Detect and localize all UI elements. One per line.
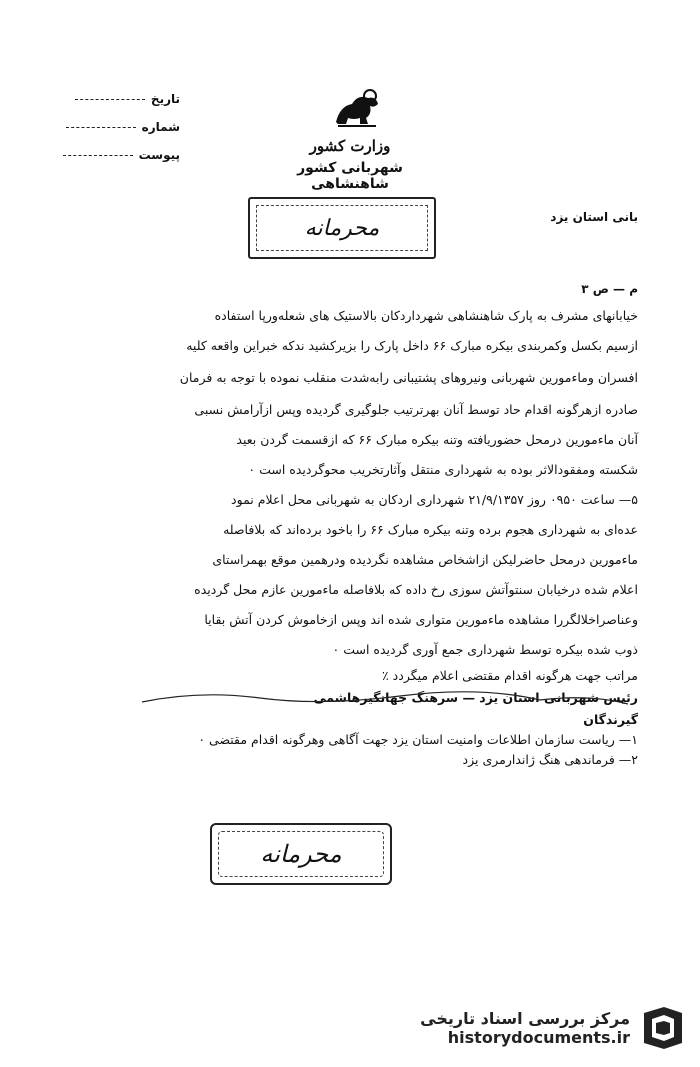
recipient-item: ۲— فرماندهی هنگ ژاندارمری یزد (462, 752, 638, 767)
date-field (75, 92, 180, 106)
addressee: بانی استان یزد (550, 210, 638, 224)
body-line: ماءمورین درمحل حاضرلیکن ازاشخاص مشاهده نگردیده ودرهمین موقع بهمراستای (212, 552, 638, 567)
confidential-stamp-top-text: محرمانه (256, 205, 428, 251)
handwritten-signature-icon (140, 684, 630, 714)
recipient-item: ۱— ریاست سازمان اطلاعات وامنیت استان یزد جهت آگاهی وهرگونه اقدام مقتضی ۰ (198, 732, 638, 747)
confidential-stamp-bottom (210, 823, 392, 885)
body-line: خیابانهای مشرف به پارک شاهنشاهی شهرداردکان بالاستیک های شعله‌ورپا استفاده (214, 308, 638, 323)
watermark-en-text: historydocuments.ir (447, 1028, 630, 1047)
attachment-label: پیوست (138, 148, 180, 162)
lion-and-sun-emblem-icon (330, 88, 382, 128)
body-line: ازسیم بکسل وکمربندی بیکره مبارک ۶۶ داخل پارک را بزیرکشید ندکه خبراین واقعه کلیه (186, 338, 638, 353)
history-documents-logo-icon (640, 1005, 686, 1051)
body-line: وعناصراخلالگررا مشاهده ماءمورین متواری شده اند وپس ازخاموش کردن آتش بقایا (204, 612, 638, 627)
watermark-fa-text: مرکز بررسی اسناد تاریخی (420, 1009, 630, 1028)
organization-title: شهربانی کشور شاهنشاهی (297, 160, 403, 192)
date-label: تاریخ (150, 92, 180, 106)
recipients-title: گیرندگان (583, 712, 638, 727)
body-line: شکسته ومفقودالاثر بوده به شهرداری منتقل وآثارتخریب محوگردیده است ۰ (248, 462, 638, 477)
body-line: اعلام شده درخیابان سنتوآتش سوزی رخ داده که بلافاصله ماءمورین عازم محل گردیده (194, 582, 638, 597)
ministry-title: وزارت کشور (309, 137, 391, 155)
number-blank (66, 127, 136, 128)
attachment-field (63, 148, 180, 162)
body-line: عده‌ای به شهرداری هجوم برده وتنه بیکره مبارک ۶۶ را باخود برده‌اند که بلافاصله (223, 522, 638, 537)
body-line: ۵— ساعت ۰۹۵۰ روز ۲۱/۹/۱۳۵۷ شهرداری اردکان به شهربانی محل اعلام نمود (231, 492, 638, 507)
attachment-blank (63, 155, 133, 156)
number-field (66, 120, 180, 134)
body-line: صادره ازهرگونه اقدام حاد توسط آنان بهرترتیب جلوگیری گردیده وپس ازآرامش نسبی (194, 402, 638, 417)
body-line: ذوب شده بیکره توسط شهرداری جمع آوری گردیده است ۰ (332, 642, 638, 657)
confidential-stamp-top (248, 197, 436, 259)
body-line: آنان ماءمورین درمحل حضوریافته وتنه بیکره مبارک ۶۶ که ازقسمت گردن بعید (236, 432, 638, 447)
watermark (420, 1005, 686, 1051)
subject-line (581, 282, 638, 296)
date-blank (75, 99, 145, 100)
subject-text: م — ص ۳ (581, 282, 638, 296)
body-line: مراتب جهت هرگونه اقدام مقتضی اعلام میگردد ٪ (382, 668, 638, 683)
number-label: شماره (141, 120, 180, 134)
body-line: افسران وماءمورین شهربانی ونیروهای پشتیبانی رابه‌شدت منقلب نموده با توجه به فرمان (179, 370, 638, 385)
signature-block: رئیس شهربانی استان یزد — سرهنگ جهانگیرهاشمی (313, 690, 638, 705)
confidential-stamp-bottom-text: محرمانه (218, 831, 384, 877)
